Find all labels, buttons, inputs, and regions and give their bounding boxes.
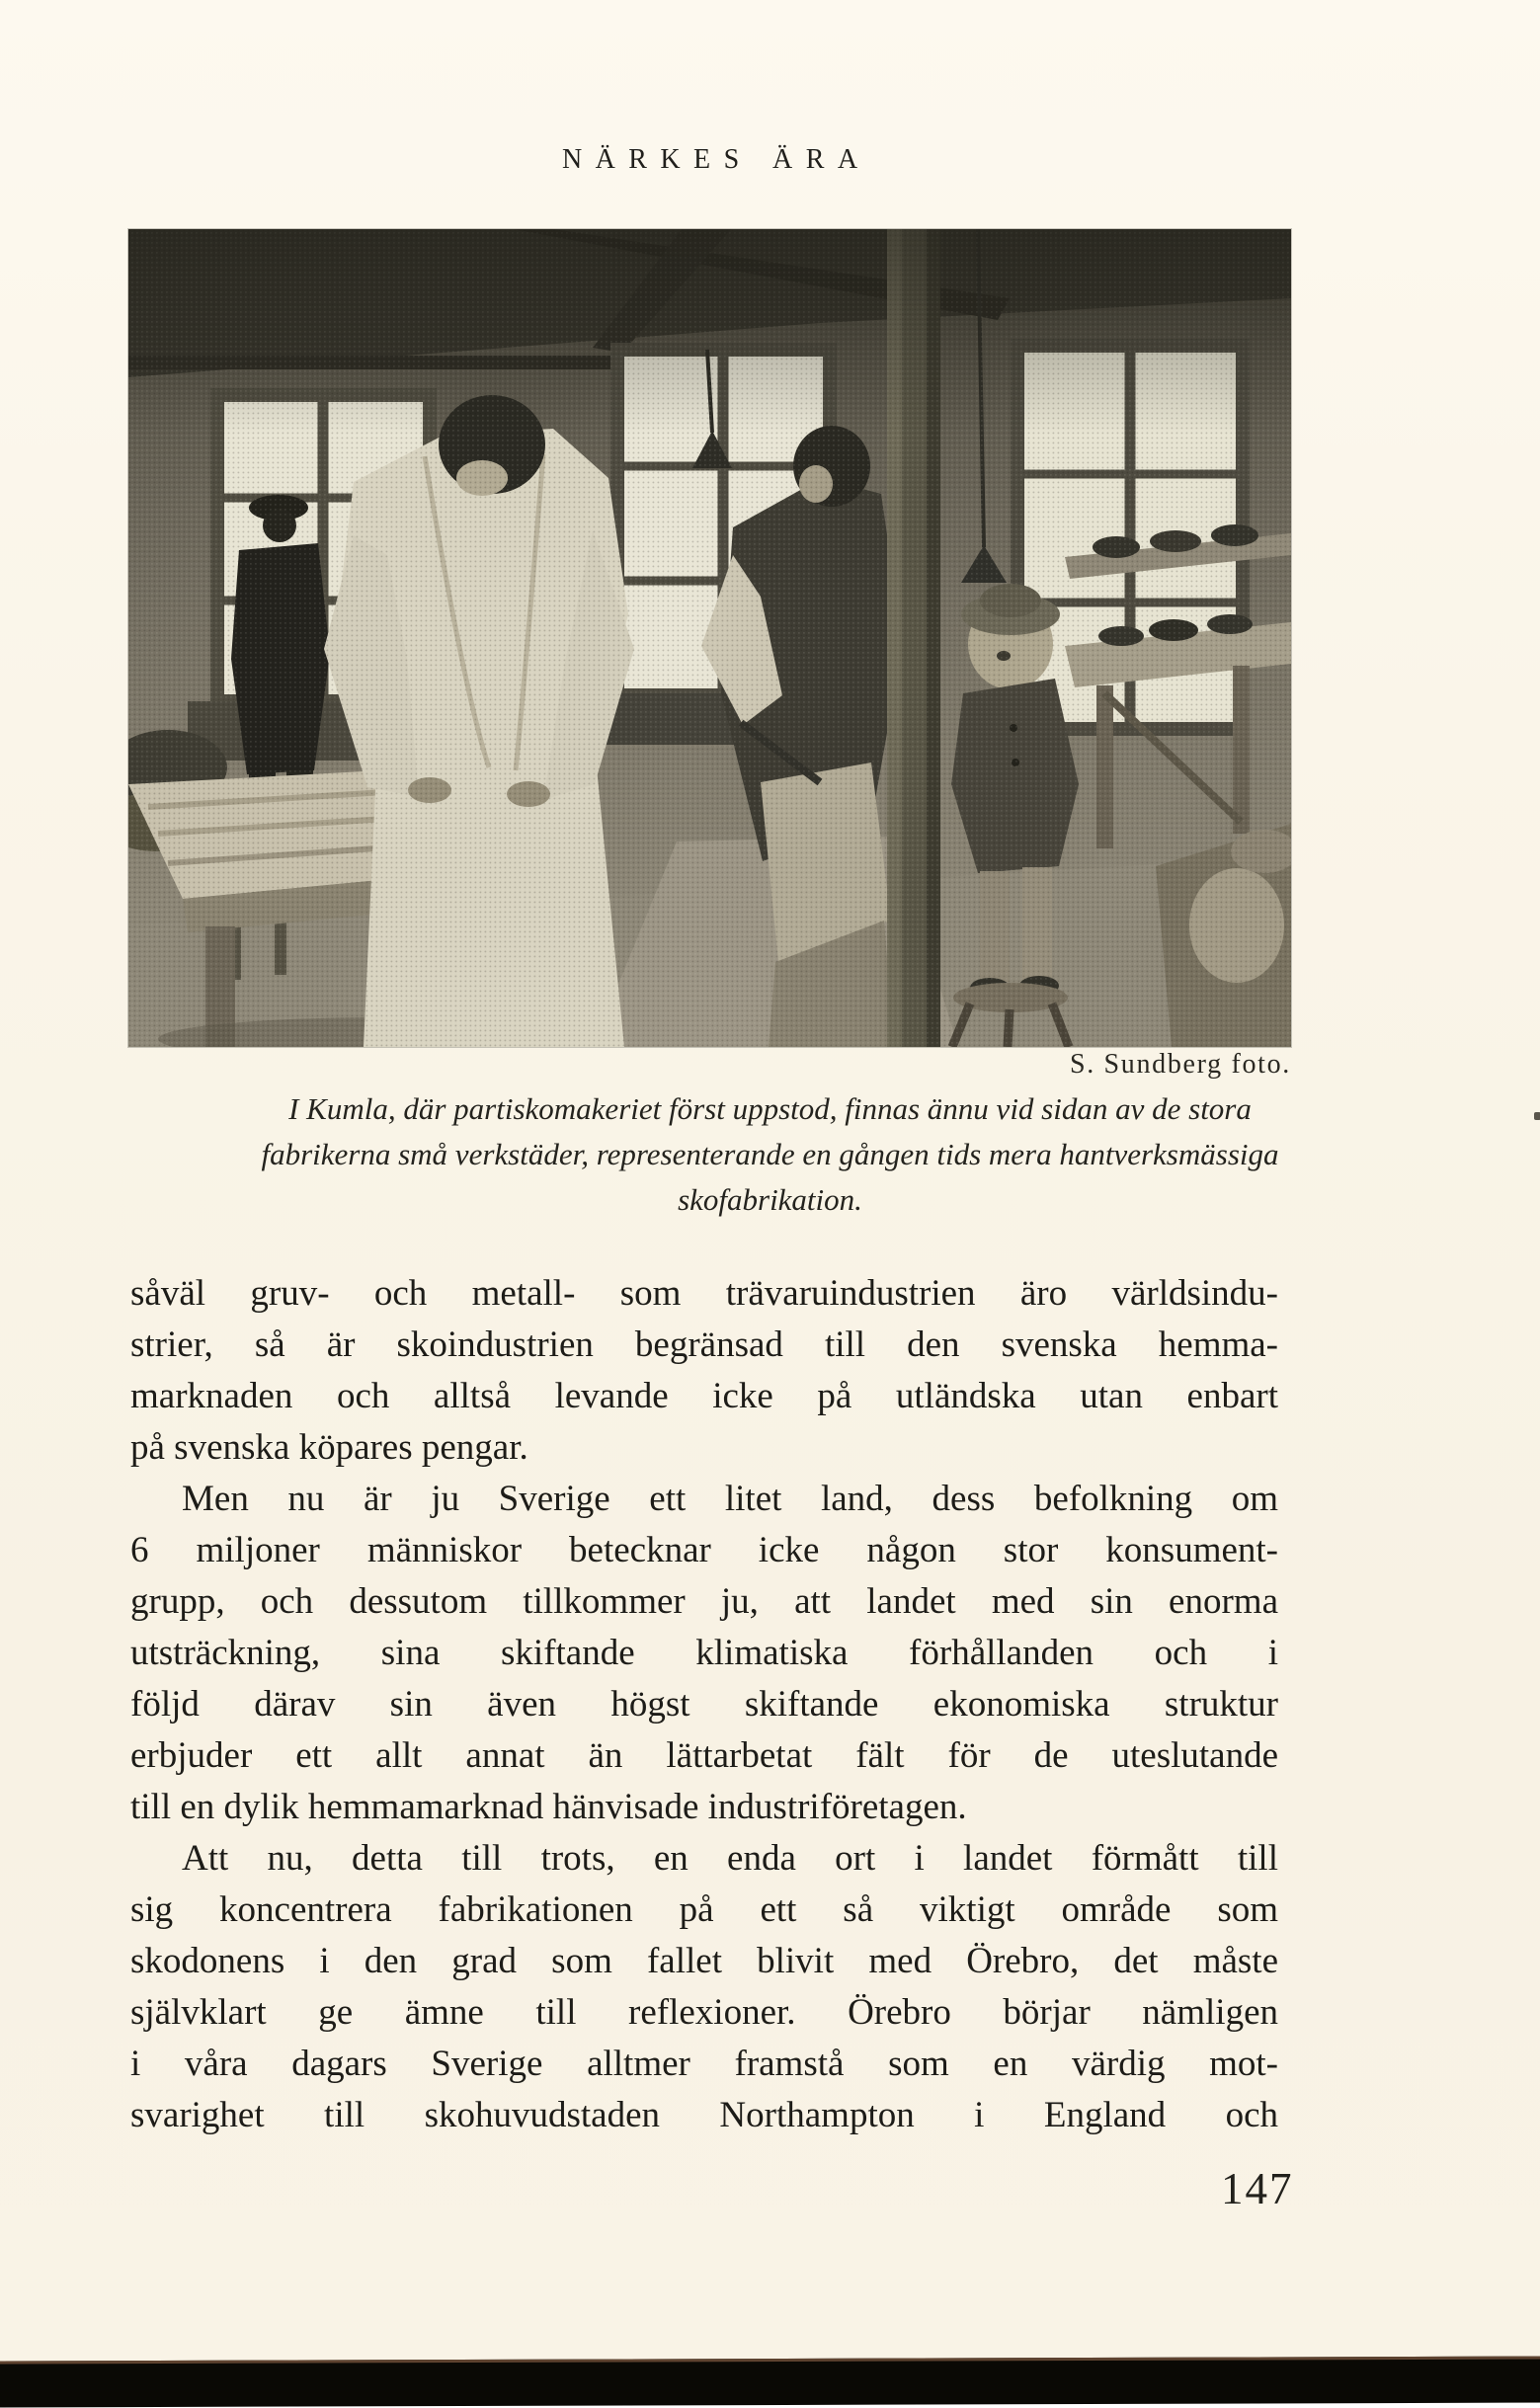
photo-caption: [150, 1086, 1390, 1223]
photo-caption-line: I Kumla, där partiskomakeriet först uppstod, finnas ännu vid sidan av de stora: [288, 1091, 1252, 1126]
body-text-line: Att nu, detta till trots, en enda ort i landet förmått till: [182, 1838, 1278, 1879]
running-head: NÄRKES ÄRA: [561, 144, 871, 175]
body-text: [130, 1268, 1278, 2141]
workshop-photo: [128, 229, 1291, 1047]
photo-caption-line: fabrikerna små verkstäder, representerande en gången tids mera hantverksmässiga: [261, 1137, 1279, 1171]
scan-speck: [1534, 1112, 1540, 1120]
body-text-line: till en dylik hemmamarknad hänvisade industriföretagen.: [130, 1787, 967, 1827]
body-text-line: utsträckning, sina skiftande klimatiska förhållanden och i: [130, 1633, 1278, 1673]
body-text-line: sig koncentrera fabrikationen på ett så viktigt område som: [130, 1889, 1278, 1930]
body-text-line: svarighet till skohuvudstaden Northampton i England och: [130, 2095, 1278, 2135]
workshop-photo-illustration: [128, 229, 1291, 1047]
body-text-line: följd därav sin även högst skiftande ekonomiska struktur: [130, 1684, 1278, 1725]
photo-vignette: [128, 229, 1291, 1047]
photo-credit: S. Sundberg foto.: [1069, 1049, 1291, 1080]
photo-caption-line: skofabrikation.: [678, 1182, 862, 1217]
body-text-line: 6 miljoner människor betecknar icke någon stor konsument-: [130, 1530, 1278, 1570]
body-text-line: skodonens i den grad som fallet blivit med Örebro, det måste: [130, 1941, 1278, 1981]
body-text-line: marknaden och alltså levande icke på utländska utan enbart: [130, 1376, 1278, 1416]
body-text-line: erbjuder ett allt annat än lättarbetat fält för de uteslutande: [130, 1735, 1278, 1776]
body-text-line: självklart ge ämne till reflexioner. Örebro börjar nämligen: [130, 1992, 1278, 2033]
body-text-line: Men nu är ju Sverige ett litet land, dess befolkning om: [182, 1479, 1278, 1519]
scan-edge-shadow: [0, 2357, 1540, 2408]
body-text-line: grupp, och dessutom tillkommer ju, att landet med sin enorma: [130, 1581, 1278, 1622]
body-text-line: strier, så är skoindustrien begränsad till den svenska hemma-: [130, 1324, 1278, 1365]
body-text-line: på svenska köpares pengar.: [130, 1427, 528, 1468]
body-text-line: såväl gruv- och metall- som trävaruindustrien äro världsindu-: [130, 1273, 1278, 1314]
page-number: 147: [1221, 2164, 1294, 2213]
body-text-line: i våra dagars Sverige alltmer framstå som en värdig mot-: [130, 2044, 1278, 2084]
